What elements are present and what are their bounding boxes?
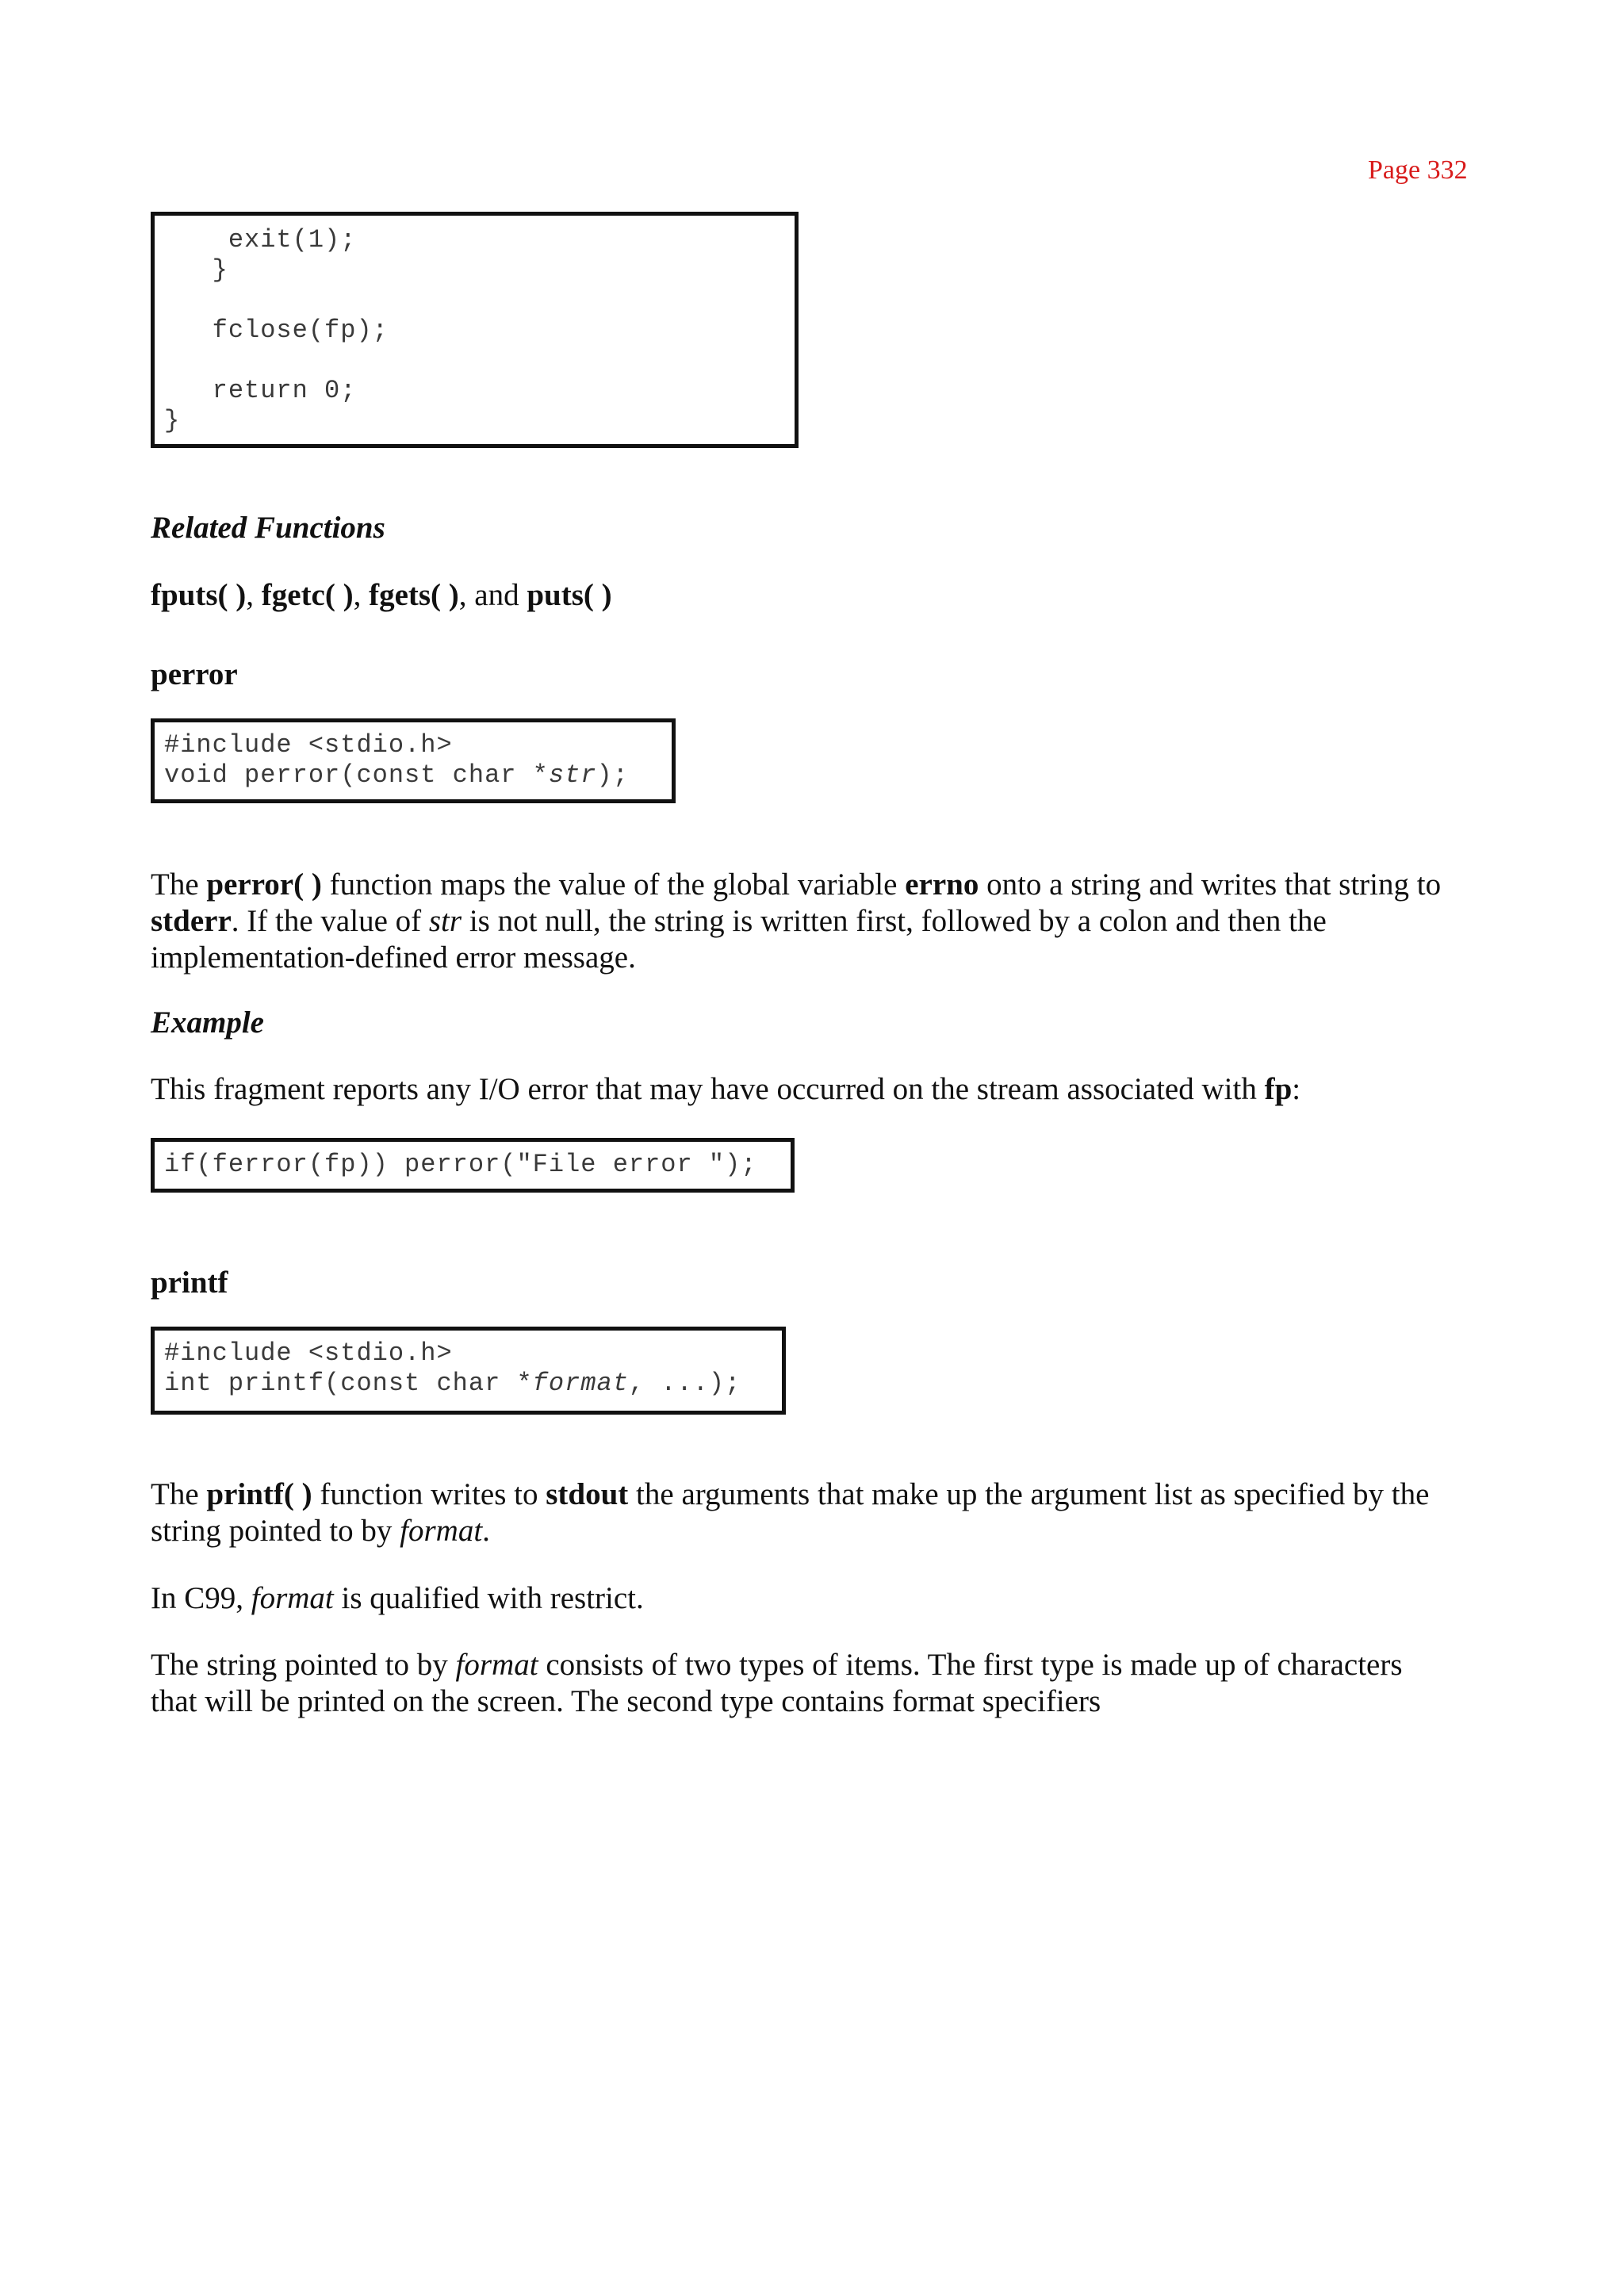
related-functions-list: [151, 577, 612, 614]
text: The: [151, 867, 207, 902]
text: the arguments that make up the argument list as specified by the string pointed to by: [151, 1477, 1430, 1548]
format-description: [151, 1647, 1419, 1720]
code-line: [164, 1369, 782, 1399]
code-line: [164, 346, 795, 376]
keyword: printf( ): [206, 1477, 312, 1511]
keyword: stdout: [546, 1477, 629, 1511]
code-block-printf: [151, 1327, 786, 1415]
keyword: fp: [1264, 1072, 1293, 1106]
code-param: str: [548, 760, 597, 790]
separator: ,: [353, 578, 370, 612]
text: is qualified with restrict.: [333, 1581, 644, 1615]
code-text: int printf(const char *: [164, 1369, 533, 1398]
separator: ,: [246, 578, 262, 612]
code-line: [164, 760, 672, 791]
c99-note: [151, 1580, 644, 1617]
text: function maps the value of the global variable: [321, 867, 906, 902]
code-text: void perror(const char *: [164, 760, 549, 790]
code-text: );: [596, 760, 629, 790]
text: .: [482, 1514, 490, 1548]
text: onto a string and writes that string to: [979, 867, 1442, 902]
code-param: format: [532, 1369, 629, 1398]
code-line: [164, 285, 795, 316]
param: format: [400, 1514, 483, 1548]
related-functions-heading: Related Functions: [151, 511, 385, 545]
example-heading: Example: [151, 1005, 264, 1040]
perror-heading: perror: [151, 657, 238, 691]
text: The: [151, 1477, 207, 1511]
separator: , and: [458, 578, 527, 612]
text: The string pointed to by: [151, 1648, 456, 1682]
text: function writes to: [312, 1477, 546, 1511]
example-description: [151, 1071, 1499, 1108]
param: format: [455, 1648, 538, 1682]
page-number: Page 332: [1368, 155, 1468, 185]
keyword: stderr: [151, 904, 232, 938]
code-text: , ...);: [628, 1369, 741, 1398]
code-line: }: [164, 406, 181, 435]
function-fgets: fgets( ): [369, 578, 459, 612]
code-block-1: [151, 212, 799, 448]
code-line: exit(1);: [164, 225, 357, 255]
text: :: [1292, 1072, 1301, 1106]
keyword: errno: [905, 867, 979, 902]
param: format: [251, 1581, 334, 1615]
printf-description: [151, 1476, 1483, 1549]
param: str: [428, 904, 462, 938]
text: consists of two types of items. The first type is made up of characters that will be printed on the screen. The second type contains format specifiers: [151, 1648, 1403, 1718]
text: In C99,: [151, 1581, 251, 1615]
text: . If the value of: [231, 904, 429, 938]
function-fgetc: fgetc( ): [261, 578, 354, 612]
text: is not null, the string is written first, followed by a colon and then the implementation-defined error message.: [151, 904, 1327, 975]
keyword: perror( ): [206, 867, 322, 902]
code-line: if(ferror(fp)) perror("File error ");: [164, 1150, 757, 1179]
printf-heading: printf: [151, 1266, 228, 1300]
perror-description: [151, 867, 1483, 976]
text: This fragment reports any I/O error that may have occurred on the stream associated with: [151, 1072, 1265, 1106]
code-block-example: [151, 1138, 795, 1193]
code-line: #include <stdio.h>: [164, 1338, 453, 1368]
code-line: return 0;: [164, 376, 357, 405]
code-block-perror: [151, 718, 676, 803]
function-puts: puts( ): [527, 578, 612, 612]
function-fputs: fputs( ): [151, 578, 247, 612]
code-line: }: [164, 255, 228, 285]
code-line: #include <stdio.h>: [164, 730, 453, 760]
code-line: fclose(fp);: [164, 316, 389, 345]
